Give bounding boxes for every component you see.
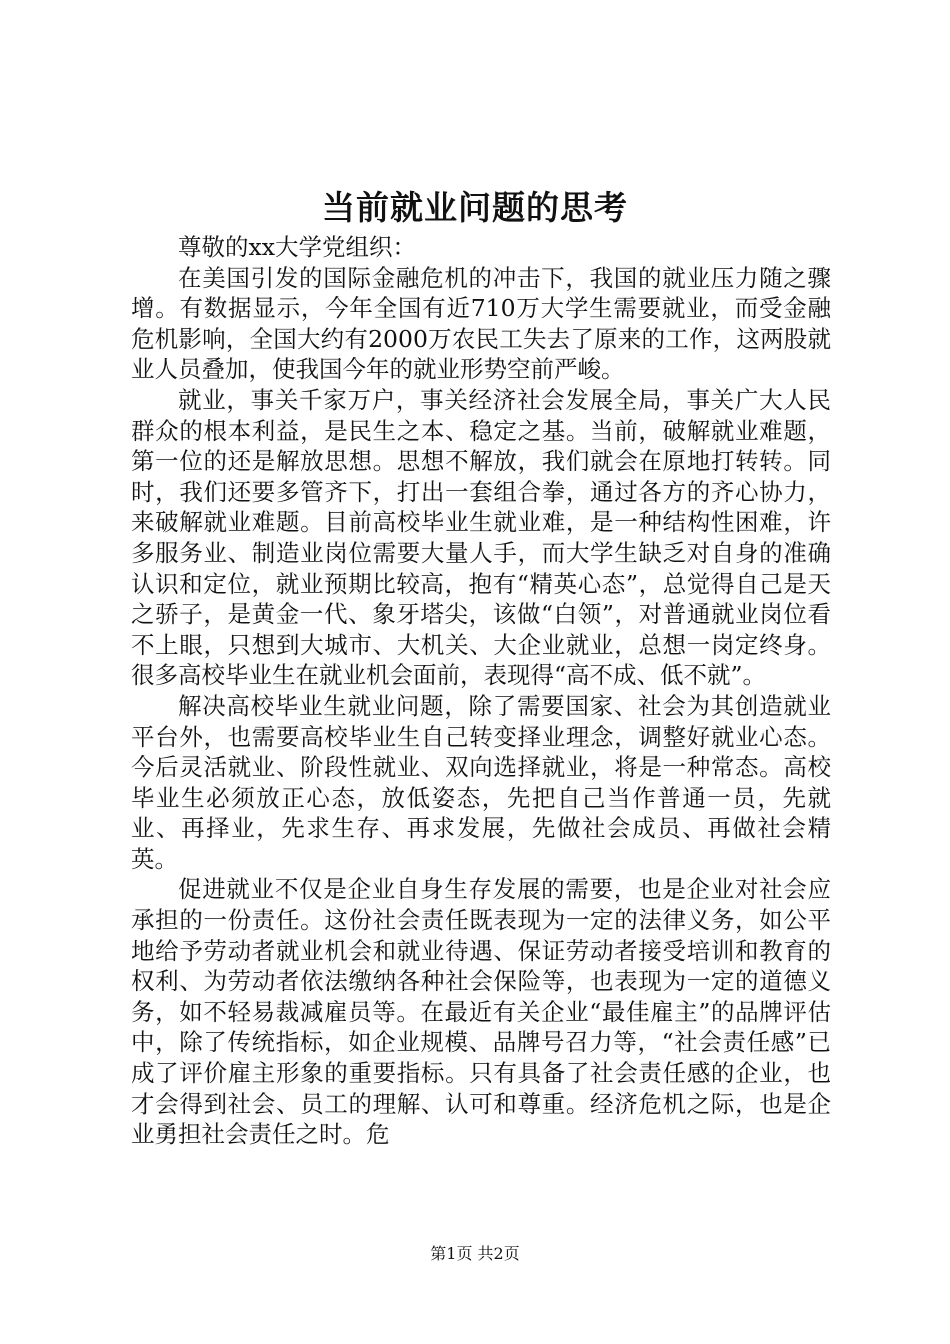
document-title: 当前就业问题的思考 [322,188,628,227]
paragraph: 就业，事关千家万户，事关经济社会发展全局，事关广大人民群众的根本利益，是民生之本、稳定之基。当前，破解就业难题，第一位的还是解放思想。思想不解放，我们就会在原地打转转。同时，我们还要多管齐下，打出一套组合拳，通过各方的齐心协力，来破解就业难题。目前高校毕业生就业难，是一种结构性困难，许多服务业、制造业岗位需要大量人手，而大学生缺乏对自身的准确认识和定位，就业预期比较高，抱有“精英心态”，总觉得自己是天之骄子，是黄金一代、象牙塔尖，该做“白领”，对普通就业岗位看不上眼，只想到大城市、大机关、大企业就业，总想一岗定终身。很多高校毕业生在就业机会面前，表现得“高不成、低不就”。 [131,385,831,690]
paragraph: 在美国引发的国际金融危机的冲击下，我国的就业压力随之骤增。有数据显示，今年全国有近710万大学生需要就业，而受金融危机影响，全国大约有2000万农民工失去了原来的工作，这两股就业人员叠加，使我国今年的就业形势空前严峻。 [131,263,831,384]
page-indicator: 第1页 共2页 [430,1244,520,1263]
paragraph: 促进就业不仅是企业自身生存发展的需要，也是企业对社会应承担的一份责任。这份社会责任既表现为一定的法律义务，如公平地给予劳动者就业机会和就业待遇、保证劳动者接受培训和教育的权利、为劳动者依法缴纳各种社会保险等，也表现为一定的道德义务，如不轻易裁减雇员等。在最近有关企业“最佳雇主”的品牌评估中，除了传统指标，如企业规模、品牌号召力等，“社会责任感”已成了评价雇主形象的重要指标。只有具备了社会责任感的企业，也才会得到社会、员工的理解、认可和尊重。经济危机之际，也是企业勇担社会责任之时。危 [131,875,831,1149]
document-body [131,232,831,1150]
paragraph: 解决高校毕业生就业问题，除了需要国家、社会为其创造就业平台外，也需要高校毕业生自己转变择业理念，调整好就业心态。今后灵活就业、阶段性就业、双向选择就业，将是一种常态。高校毕业生必须放正心态，放低姿态，先把自己当作普通一员，先就业、再择业，先求生存、再求发展，先做社会成员、再做社会精英。 [131,691,831,873]
salutation: 尊敬的xx大学党组织： [178,233,417,261]
